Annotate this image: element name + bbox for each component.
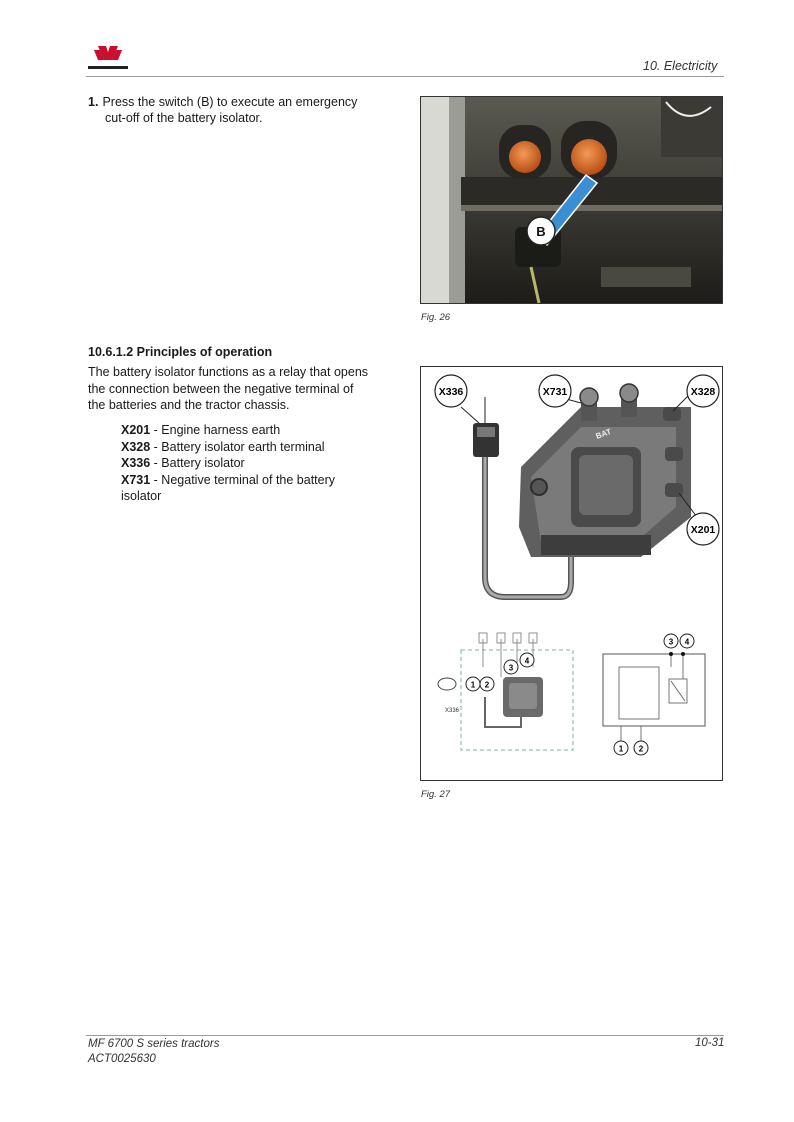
label-x731: X731 (542, 386, 568, 398)
footer-doc-id: ACT0025630 (88, 1053, 156, 1065)
step-1 (88, 94, 388, 126)
step-text-line2: cut-off of the battery isolator. (105, 111, 263, 125)
step-number: 1. (88, 95, 99, 109)
mini-num-2: 2 (484, 680, 490, 690)
figure-27-caption: Fig. 27 (421, 789, 451, 800)
section-title: 10. Electricity (643, 59, 718, 73)
body-paragraph (88, 364, 388, 414)
legend-item (121, 472, 391, 489)
footer-left (88, 1037, 219, 1067)
para-line3: the batteries and the tractor chassis. (88, 398, 290, 412)
legend-code: X336 (121, 456, 151, 470)
legend-code: X731 (121, 472, 151, 487)
label-x201: X201 (690, 524, 716, 536)
legend-text: - Negative terminal of the battery (150, 472, 336, 487)
para-line2: the connection between the negative terminal of (88, 381, 354, 396)
legend-code: X201 (121, 423, 151, 437)
step-text-line1: Press the switch (B) to execute an emergency (102, 95, 358, 109)
section-heading: 10.6.1.2 Principles of operation (88, 345, 273, 359)
figure-26-caption: Fig. 26 (421, 312, 451, 323)
legend-text: - Battery isolator (150, 456, 245, 470)
footer-rule (86, 1035, 724, 1036)
legend-wrap: isolator (121, 489, 162, 503)
figure-26-photo (420, 96, 723, 304)
mini-num-4: 4 (524, 656, 530, 666)
label-x328: X328 (690, 386, 716, 398)
footer-model: MF 6700 S series tractors (88, 1038, 220, 1050)
schem-num-3: 3 (668, 637, 674, 647)
connector-legend (121, 422, 391, 505)
legend-code: X328 (121, 439, 151, 454)
schem-num-4: 4 (684, 637, 690, 647)
mini-label-x336: X336 (445, 708, 460, 714)
schem-num-1: 1 (618, 744, 624, 754)
legend-item (121, 455, 391, 472)
legend-text: - Engine harness earth (150, 423, 281, 437)
bat-label: BAT (594, 426, 613, 441)
para-line1: The battery isolator functions as a relay that opens (88, 365, 369, 379)
callout-b: B (536, 224, 546, 239)
schem-num-2: 2 (638, 744, 644, 754)
label-x336: X336 (438, 386, 464, 398)
massey-ferguson-logo (86, 42, 130, 74)
legend-text: - Battery isolator earth terminal (150, 439, 325, 454)
legend-item (121, 439, 391, 456)
page-number: 10-31 (695, 1037, 725, 1049)
legend-item (121, 422, 391, 439)
header-rule (86, 76, 724, 77)
mini-num-3: 3 (508, 663, 514, 673)
mini-num-1: 1 (470, 680, 476, 690)
figure-27-illustration (420, 366, 723, 781)
